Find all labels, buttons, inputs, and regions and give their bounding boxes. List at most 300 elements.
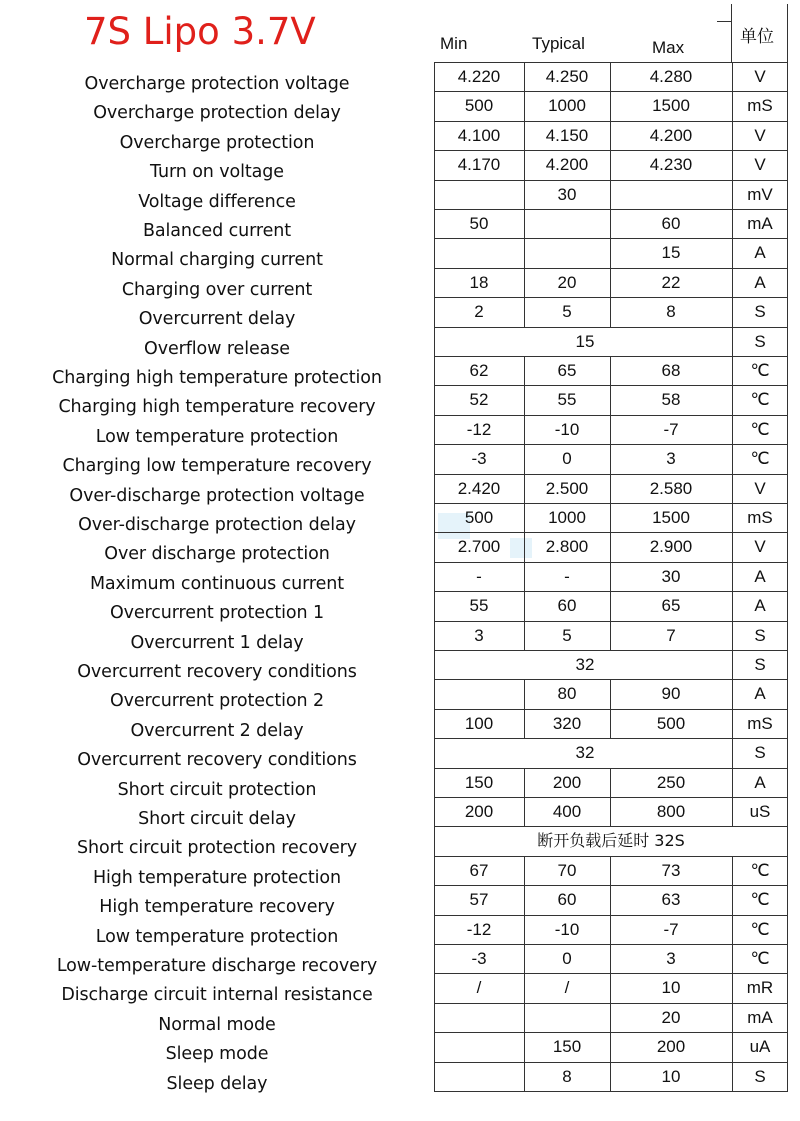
table-row	[138, 180, 788, 212]
row-divider	[434, 180, 788, 181]
min-cell: -12	[466, 919, 492, 939]
column-divider	[610, 474, 611, 503]
row-label	[0, 180, 434, 212]
row-label-text: Charging over current	[121, 279, 313, 300]
row-label-text: Over-discharge protection delay	[78, 515, 356, 535]
typical-cell: 1000	[548, 96, 586, 116]
row-label	[0, 650, 434, 682]
row-label-text: Turn on voltage	[150, 162, 284, 183]
row-label-text: Low temperature protection	[95, 926, 339, 947]
column-divider	[610, 1003, 611, 1032]
row-label-text: Overflow release	[144, 338, 290, 359]
column-divider	[610, 415, 611, 444]
typical-cell: 30	[557, 184, 577, 204]
row-label	[0, 621, 434, 653]
row-divider	[434, 474, 788, 475]
min-cell: 4.170	[457, 155, 501, 175]
row-label	[0, 738, 434, 771]
row-divider	[434, 768, 788, 769]
unit-cell: S	[754, 743, 766, 763]
typical-cell: 150	[552, 1037, 582, 1057]
column-divider	[610, 1062, 611, 1091]
table-row	[95, 415, 788, 447]
column-divider	[732, 385, 733, 414]
column-divider	[732, 532, 733, 561]
min-cell: 50	[469, 214, 489, 233]
unit-cell: S	[754, 302, 766, 322]
column-divider	[787, 562, 788, 591]
max-cell	[610, 180, 732, 209]
row-label-text: Short circuit delay	[138, 809, 296, 829]
row-divider	[434, 973, 788, 974]
column-divider	[434, 826, 435, 855]
min-cell	[434, 1062, 524, 1091]
table-row	[109, 679, 788, 712]
column-divider	[524, 238, 525, 267]
column-divider	[732, 444, 733, 473]
column-divider	[434, 180, 435, 209]
column-divider	[732, 709, 733, 738]
unit-cell: S	[754, 655, 766, 674]
column-divider	[524, 973, 525, 1002]
column-divider	[524, 209, 525, 238]
column-divider	[787, 327, 788, 356]
merged-value-cell: 断开负载后延时 32S	[537, 831, 685, 851]
row-label-text: Sleep delay	[166, 1073, 268, 1094]
row-label	[0, 209, 434, 241]
table-row	[166, 1062, 788, 1094]
typical-cell	[524, 238, 610, 267]
column-divider	[732, 1003, 733, 1032]
column-divider	[787, 238, 788, 267]
unit-cell: A	[754, 596, 766, 616]
typical-cell: 4.250	[545, 67, 589, 86]
column-divider	[434, 856, 435, 885]
min-cell: -12	[466, 419, 492, 439]
row-label	[0, 826, 434, 859]
column-divider	[787, 826, 788, 855]
column-divider	[732, 121, 733, 150]
typical-cell: 8	[562, 1066, 572, 1086]
column-divider	[434, 885, 435, 914]
typical-cell: -10	[554, 919, 580, 939]
column-divider	[524, 356, 525, 385]
unit-cell: A	[754, 772, 766, 792]
typical-cell: 320	[552, 713, 582, 733]
column-divider	[610, 238, 611, 267]
column-divider	[732, 650, 733, 679]
column-divider	[524, 944, 525, 973]
row-label	[0, 62, 434, 94]
column-divider	[524, 1062, 525, 1091]
column-divider	[524, 532, 525, 561]
row-divider	[434, 532, 788, 533]
table-row	[117, 768, 788, 800]
column-divider	[732, 885, 733, 914]
max-cell: 500	[656, 713, 686, 733]
column-divider	[732, 209, 733, 238]
min-cell: -3	[471, 949, 487, 968]
row-label-text: Balanced current	[143, 221, 291, 241]
max-cell: 10	[661, 1066, 681, 1086]
min-cell: 18	[469, 272, 489, 292]
max-cell: 8	[666, 302, 676, 322]
typical-cell: 1000	[548, 508, 586, 527]
column-divider	[434, 385, 435, 414]
row-divider	[434, 650, 788, 651]
column-divider	[524, 679, 525, 708]
table-row	[92, 856, 788, 888]
row-divider	[434, 738, 788, 739]
column-divider	[787, 885, 788, 914]
row-label	[0, 709, 434, 741]
merged-value-cell: 32	[575, 743, 595, 763]
column-divider	[434, 1062, 435, 1091]
column-divider	[524, 297, 525, 326]
max-cell: 10	[661, 978, 681, 998]
min-cell	[434, 679, 524, 708]
column-divider	[524, 503, 525, 532]
max-cell: 58	[661, 390, 681, 410]
row-label	[0, 856, 434, 888]
min-cell: 150	[464, 772, 494, 792]
unit-cell: ℃	[750, 419, 770, 439]
unit-cell: V	[754, 67, 766, 86]
column-divider	[434, 1003, 435, 1032]
column-divider	[787, 209, 788, 238]
row-label	[0, 797, 434, 829]
column-divider	[732, 1062, 733, 1091]
row-divider	[434, 944, 788, 945]
column-divider	[434, 768, 435, 797]
column-divider	[524, 415, 525, 444]
column-divider	[610, 591, 611, 620]
column-divider	[732, 768, 733, 797]
column-divider	[787, 415, 788, 444]
column-divider	[524, 385, 525, 414]
column-divider	[732, 150, 733, 179]
unit-cell: mV	[747, 184, 773, 204]
row-label	[0, 356, 434, 388]
typical-cell: 55	[557, 390, 577, 410]
unit-cell: mS	[747, 713, 773, 733]
column-divider	[524, 180, 525, 209]
max-cell: 90	[661, 684, 681, 704]
table-row	[77, 650, 788, 682]
table-row	[165, 1032, 788, 1065]
column-divider	[610, 385, 611, 414]
page-title: 7S Lipo 3.7V	[84, 10, 316, 53]
column-divider	[787, 91, 788, 120]
column-divider	[732, 591, 733, 620]
unit-cell: uA	[749, 1037, 771, 1057]
column-divider	[787, 797, 788, 826]
typical-cell: 2.800	[545, 537, 589, 557]
typical-cell: /	[564, 978, 570, 998]
column-divider	[610, 62, 611, 91]
column-divider	[732, 297, 733, 326]
unit-cell: mR	[746, 978, 774, 998]
row-label-text: Low-temperature discharge recovery	[56, 956, 378, 976]
column-divider	[787, 121, 788, 150]
column-divider	[787, 150, 788, 179]
table-row	[130, 709, 788, 741]
column-header-typical: Typical	[532, 34, 585, 53]
column-divider	[732, 738, 733, 767]
typical-cell: 4.200	[545, 155, 589, 175]
max-cell: 800	[656, 802, 686, 821]
unit-header-left-border	[731, 4, 732, 62]
max-cell: 65	[661, 596, 681, 616]
column-divider	[787, 973, 788, 1002]
row-label	[0, 297, 434, 330]
table-row	[111, 238, 788, 271]
column-divider	[434, 650, 435, 679]
column-divider	[787, 297, 788, 326]
column-divider	[524, 768, 525, 797]
min-cell: 2	[474, 302, 484, 322]
row-label	[0, 503, 434, 535]
min-cell: 500	[464, 96, 494, 116]
unit-cell: mS	[747, 96, 773, 116]
max-cell: 15	[661, 243, 681, 263]
typical-cell: 4.150	[545, 125, 589, 145]
table-row	[130, 621, 788, 653]
min-cell: 4.220	[457, 67, 501, 86]
row-label-text: Short circuit protection recovery	[76, 838, 358, 859]
unit-cell: mA	[747, 1007, 773, 1027]
row-divider	[434, 62, 788, 63]
max-cell: 3	[666, 449, 676, 469]
column-divider	[787, 1003, 788, 1032]
table-row	[119, 121, 788, 153]
column-divider	[610, 679, 611, 708]
unit-cell: mA	[747, 214, 773, 233]
column-divider	[732, 268, 733, 297]
max-cell: 4.230	[649, 155, 693, 175]
column-divider	[732, 797, 733, 826]
row-divider	[434, 150, 788, 151]
row-label-text: Overcharge protection delay	[93, 103, 341, 124]
row-label-text: Sleep mode	[165, 1044, 269, 1065]
row-divider	[434, 444, 788, 445]
max-cell: 4.280	[649, 67, 693, 86]
table-row	[95, 915, 788, 947]
column-divider	[610, 856, 611, 885]
min-cell	[434, 1003, 524, 1032]
row-label	[0, 944, 434, 976]
column-divider	[732, 415, 733, 444]
typical-cell: 200	[552, 772, 582, 792]
column-divider	[610, 768, 611, 797]
column-divider	[787, 738, 788, 767]
row-divider	[434, 1003, 788, 1004]
typical-cell: 60	[557, 890, 577, 910]
row-label	[0, 1062, 434, 1094]
row-label-text: Overcurrent protection 2	[109, 691, 325, 712]
row-label	[0, 915, 434, 947]
row-label-text: Overcurrent 2 delay	[130, 720, 304, 741]
table-row	[144, 327, 788, 359]
row-label-text: Over discharge protection	[104, 544, 330, 565]
column-divider	[610, 91, 611, 120]
column-divider	[524, 709, 525, 738]
row-label-text: Overcharge protection voltage	[84, 74, 350, 94]
max-cell: 63	[661, 890, 681, 910]
column-divider	[732, 1032, 733, 1061]
max-cell: 2.900	[649, 537, 693, 557]
column-divider	[732, 944, 733, 973]
column-divider	[732, 621, 733, 650]
min-cell: -3	[471, 449, 487, 469]
min-cell: 57	[469, 890, 489, 910]
column-divider	[732, 915, 733, 944]
unit-cell: V	[754, 478, 766, 498]
min-cell: 4.100	[457, 125, 501, 145]
column-header-max: Max	[652, 38, 685, 57]
table-row	[104, 532, 788, 565]
table-row	[89, 562, 788, 594]
table-row	[52, 356, 788, 388]
typical-cell: 5	[562, 302, 572, 322]
min-cell: -	[476, 566, 482, 586]
min-cell: 67	[469, 860, 489, 880]
row-label	[0, 474, 434, 506]
column-divider	[610, 268, 611, 297]
unit-cell: S	[754, 625, 766, 645]
column-divider	[524, 797, 525, 826]
max-cell: -7	[663, 419, 679, 439]
unit-cell: A	[754, 243, 766, 263]
min-cell	[434, 1032, 524, 1061]
row-label-text: Voltage difference	[138, 191, 296, 212]
column-divider	[732, 238, 733, 267]
column-divider	[434, 444, 435, 473]
row-divider	[434, 856, 788, 857]
row-label-text: Charging high temperature protection	[52, 368, 382, 388]
row-divider	[434, 385, 788, 386]
column-divider	[434, 973, 435, 1002]
column-divider	[610, 562, 611, 591]
column-divider	[610, 915, 611, 944]
column-divider	[787, 709, 788, 738]
table-row	[99, 885, 788, 918]
row-label	[0, 1003, 434, 1035]
column-divider	[434, 944, 435, 973]
row-label	[0, 327, 434, 359]
table-row	[150, 150, 788, 183]
column-divider	[610, 356, 611, 385]
row-label	[0, 150, 434, 183]
row-divider	[434, 679, 788, 680]
column-divider	[524, 621, 525, 650]
column-divider	[524, 91, 525, 120]
typical-cell: 65	[557, 361, 577, 380]
column-divider	[610, 444, 611, 473]
row-label	[0, 532, 434, 565]
row-divider	[434, 503, 788, 504]
unit-cell: ℃	[750, 949, 770, 968]
column-divider	[732, 973, 733, 1002]
typical-cell: 5	[562, 625, 572, 645]
max-cell: 20	[661, 1007, 681, 1027]
unit-cell: A	[754, 684, 766, 704]
max-cell: 68	[661, 361, 681, 380]
column-divider	[434, 91, 435, 120]
column-divider	[610, 150, 611, 179]
column-divider	[524, 856, 525, 885]
table-row	[77, 738, 788, 771]
table-row	[76, 826, 788, 859]
row-label-text: Discharge circuit internal resistance	[61, 985, 373, 1006]
column-divider	[434, 327, 435, 356]
column-divider	[434, 150, 435, 179]
max-cell: 60	[661, 214, 681, 233]
row-label	[0, 768, 434, 800]
column-divider	[732, 679, 733, 708]
max-cell: 200	[656, 1037, 686, 1057]
row-label	[0, 562, 434, 594]
row-divider	[434, 1032, 788, 1033]
typical-cell: -10	[554, 419, 580, 439]
row-label	[0, 973, 434, 1006]
column-divider	[787, 768, 788, 797]
table-row	[93, 91, 788, 124]
min-cell: 2.420	[457, 478, 501, 498]
row-divider	[434, 826, 788, 827]
row-divider	[434, 885, 788, 886]
merged-value-cell: 15	[575, 331, 595, 351]
column-divider	[610, 532, 611, 561]
unit-cell: ℃	[750, 860, 770, 880]
table-row	[69, 474, 788, 506]
column-divider	[434, 503, 435, 532]
merged-value-cell: 32	[575, 655, 595, 674]
row-label-text: Overcurrent recovery conditions	[77, 662, 357, 682]
column-divider	[524, 444, 525, 473]
column-divider	[787, 385, 788, 414]
unit-cell: V	[754, 537, 766, 557]
row-label	[0, 238, 434, 271]
row-divider	[434, 621, 788, 622]
column-divider	[732, 91, 733, 120]
column-divider	[434, 297, 435, 326]
row-label	[0, 415, 434, 447]
column-divider	[610, 797, 611, 826]
row-divider	[434, 797, 788, 798]
column-divider	[787, 444, 788, 473]
typical-cell	[524, 209, 610, 238]
column-divider	[434, 621, 435, 650]
min-cell	[434, 238, 524, 267]
column-divider	[787, 356, 788, 385]
row-label	[0, 91, 434, 124]
column-divider	[787, 474, 788, 503]
column-divider	[434, 591, 435, 620]
row-divider	[434, 915, 788, 916]
unit-cell: V	[754, 155, 766, 175]
column-divider	[787, 621, 788, 650]
min-cell: 2.700	[457, 537, 501, 557]
row-label-text: Normal mode	[158, 1014, 276, 1035]
min-cell: 100	[464, 713, 494, 733]
typical-cell: 0	[562, 449, 572, 469]
column-divider	[787, 268, 788, 297]
column-divider	[610, 973, 611, 1002]
column-header-unit: 单位	[740, 27, 774, 47]
unit-cell: S	[754, 331, 766, 351]
table-row	[56, 944, 788, 976]
